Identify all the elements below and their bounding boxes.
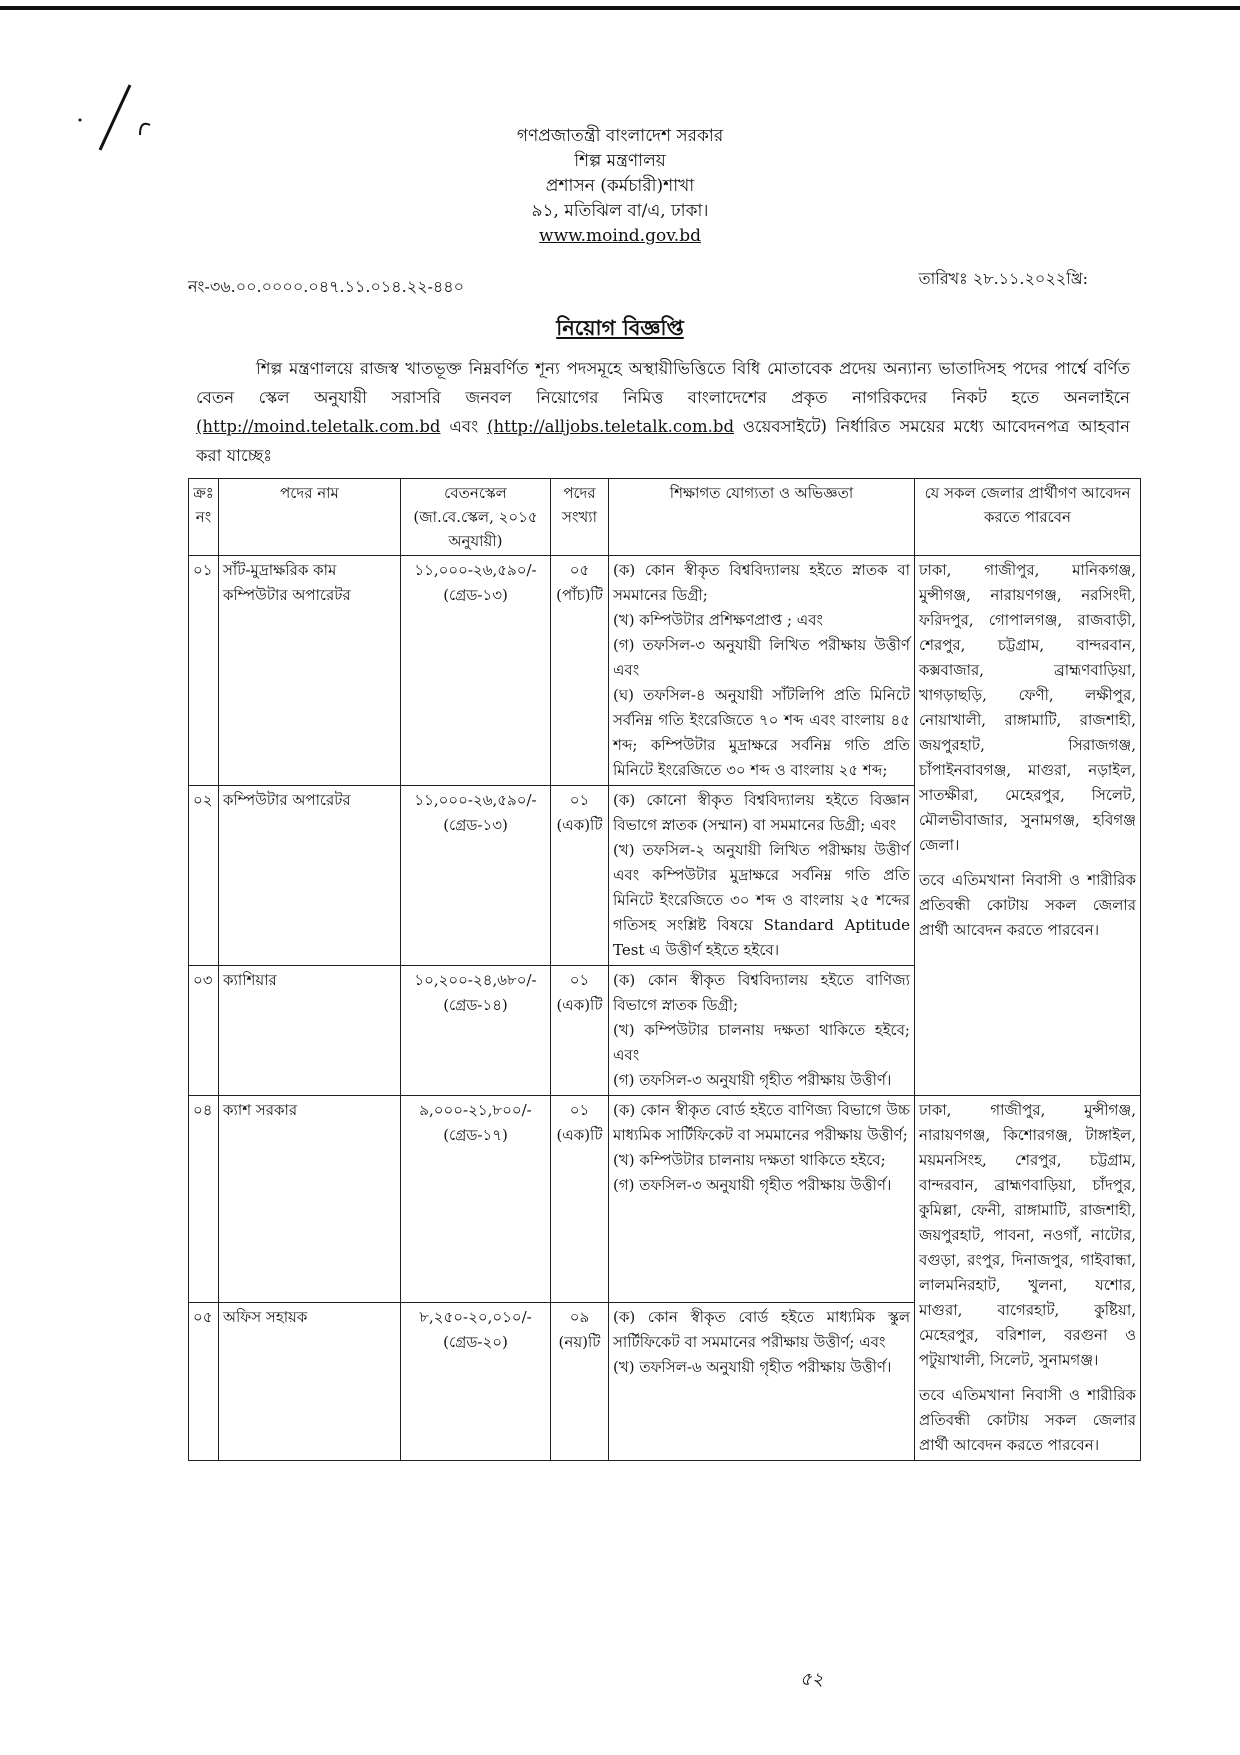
serial-cell: ০২ — [189, 786, 219, 966]
scale-cell: ১১,০০০-২৬,৫৯০/- (গ্রেড-১৩) — [401, 556, 551, 786]
scale-cell: ১১,০০০-২৬,৫৯০/- (গ্রেড-১৩) — [401, 786, 551, 966]
page-title: নিয়োগ বিজ্ঞপ্তি — [556, 315, 684, 340]
count-cell: ০৫ (পাঁচ)টি — [551, 556, 609, 786]
districts-cell: ঢাকা, গাজীপুর, মানিকগঞ্জ, মুন্সীগঞ্জ, নারায়ণগঞ্জ, নরসিংদী, ফরিদপুর, গোপালগঞ্জ, রাজবাড়ী, শেরপুর, চট্টগ্রাম, বান্দরবান, কক্সবাজার, ব্রাহ্মণবাড়িয়া, খাগড়াছড়ি, ফেণী, লক্ষীপুর, নোয়াখালী, রাঙ্গামাটি, রাজশাহী, জয়পুরহাট, সিরাজগঞ্জ, চাঁপাইনবাবগঞ্জ, মাগুরা, নড়াইল, সাতক্ষীরা, মেহেরপুর, সিলেট, মৌলভীবাজার, সুনামগঞ্জ, হবিগঞ্জ জেলা। তবে এতিমখানা নিবাসী ও শারীরিক প্রতিবন্ধী কোটায় সকল জেলার প্রার্থী আবেদন করতে পারবেন। — [915, 556, 1141, 1096]
column-header: ক্রঃ নং — [189, 479, 219, 556]
post-cell: ক্যাশিয়ার — [219, 966, 401, 1096]
handwritten-page-number: ৫২ — [800, 1669, 824, 1690]
column-header: পদের নাম — [219, 479, 401, 556]
memo-date: তারিখঃ ২৮.১১.২০২২খ্রি: — [918, 269, 1088, 288]
serial-cell: ০৪ — [189, 1096, 219, 1303]
count-cell: ০৯ (নয়)টি — [551, 1303, 609, 1461]
qualification-cell: (ক) কোন স্বীকৃত বোর্ড হইতে বাণিজ্য বিভাগে উচ্চ মাধ্যমিক সার্টিফিকেট বা সমমানের পরীক্ষায় উত্তীর্ণ; (খ) কম্পিউটার চালনায় দক্ষতা থাকিতে হইবে; (গ) তফসিল-৩ অনুযায়ী গৃহীত পরীক্ষায় উত্তীর্ণ। — [609, 1096, 915, 1303]
qualification-cell: (ক) কোন স্বীকৃত বিশ্ববিদ্যালয় হইতে স্নাতক বা সমমানের ডিগ্রী; (খ) কম্পিউটার প্রশিক্ষণপ্রাপ্ত ; এবং (গ) তফসিল-৩ অনুযায়ী লিখিত পরীক্ষায় উত্তীর্ণ এবং (ঘ) তফসিল-৪ অনুযায়ী সাঁটলিপি প্রতি মিনিটে সর্বনিম্ন গতি ইংরেজিতে ৭০ শব্দ এবং বাংলায় ৪৫ শব্দ; কম্পিউটার মুদ্রাক্ষরে সর্বনিম্ন গতি প্রতি মিনিটে ইংরেজিতে ৩০ শব্দ ও বাংলায় ২৫ শব্দ; — [609, 556, 915, 786]
qualification-cell: (ক) কোন স্বীকৃত বোর্ড হইতে মাধ্যমিক স্কুল সার্টিফিকেট বা সমমানের পরীক্ষায় উত্তীর্ণ; এবং (খ) তফসিল-৬ অনুযায়ী গৃহীত পরীক্ষায় উত্তীর্ণ। — [609, 1303, 915, 1461]
memo-number: নং-৩৬.০০.০০০০.০৪৭.১১.০১৪.২২-৪৪০ — [188, 277, 465, 296]
top-border-line — [0, 6, 1240, 10]
scale-cell: ১০,২০০-২৪,৬৮০/- (গ্রেড-১৪) — [401, 966, 551, 1096]
table-row — [189, 556, 1141, 786]
serial-cell: ০৫ — [189, 1303, 219, 1461]
serial-cell: ০৩ — [189, 966, 219, 1096]
qualification-cell: (ক) কোন স্বীকৃত বিশ্ববিদ্যালয় হইতে বাণিজ্য বিভাগে স্নাতক ডিগ্রী; (খ) কম্পিউটার চালনায় দক্ষতা থাকিতে হইবে; এবং (গ) তফসিল-৩ অনুযায়ী গৃহীত পরীক্ষায় উত্তীর্ণ। — [609, 966, 915, 1096]
intro-paragraph: শিল্প মন্ত্রণালয়ে রাজস্ব খাতভূক্ত নিম্নবর্ণিত শূন্য পদসমূহে অস্থায়ীভিত্তিতে বিধি মোতাবেক প্রদেয় অন্যান্য ভাতাদিসহ পদের পার্শ্বে বর্ণিত বেতন স্কেল অনুযায়ী সরাসরি জনবল নিয়োগের নিমিত্ত বাংলাদেশের প্রকৃত নাগরিকদের নিকট হতে অনলাইনে (http://moind.teletalk.com.bd এবং (http://alljobs.teletalk.com.bd ওয়েবসাইটে) নির্ধারিত সময়ের মধ্যে আবেদনপত্র আহবান করা যাচ্ছেঃ — [196, 359, 1131, 465]
post-cell: ক্যাশ সরকার — [219, 1096, 401, 1303]
serial-cell: ০১ — [189, 556, 219, 786]
post-cell: অফিস সহায়ক — [219, 1303, 401, 1461]
teletalk-link[interactable]: (http://moind.teletalk.com.bd — [196, 417, 441, 436]
vacancy-table — [188, 478, 1141, 1461]
table-header-row — [189, 479, 1141, 556]
column-header: পদের সংখ্যা — [551, 479, 609, 556]
column-header: শিক্ষাগত যোগ্যতা ও অভিজ্ঞতা — [609, 479, 915, 556]
column-header: যে সকল জেলার প্রার্থীগণ আবেদন করতে পারবেন — [915, 479, 1141, 556]
alljobs-link[interactable]: (http://alljobs.teletalk.com.bd — [487, 417, 735, 436]
office-address: ৯১, মতিঝিল বা/এ, ঢাকা। — [531, 201, 709, 221]
post-cell: সাঁট-মুদ্রাক্ষরিক কাম কম্পিউটার অপারেটর — [219, 556, 401, 786]
post-cell: কম্পিউটার অপারেটর — [219, 786, 401, 966]
government-name: গণপ্রজাতন্ত্রী বাংলাদেশ সরকার — [516, 126, 724, 146]
scale-cell: ৮,২৫০-২০,০১০/- (গ্রেড-২০) — [401, 1303, 551, 1461]
count-cell: ০১ (এক)টি — [551, 1096, 609, 1303]
table-row — [189, 1096, 1141, 1303]
count-cell: ০১ (এক)টি — [551, 966, 609, 1096]
scale-cell: ৯,০০০-২১,৮০০/- (গ্রেড-১৭) — [401, 1096, 551, 1303]
column-header: বেতনস্কেল (জা.বে.স্কেল, ২০১৫ অনুযায়ী) — [401, 479, 551, 556]
qualification-cell: (ক) কোনো স্বীকৃত বিশ্ববিদ্যালয় হইতে বিজ্ঞান বিভাগে স্নাতক (সম্মান) বা সমমানের ডিগ্রী; এবং (খ) তফসিল-২ অনুযায়ী লিখিত পরীক্ষায় উত্তীর্ণ এবং কম্পিউটার মুদ্রাক্ষরে সর্বনিম্ন গতি প্রতি মিনিটে ইংরেজিতে ৩০ শব্দ ও বাংলায় ২৫ শব্দের গতিসহ সংশ্লিষ্ট বিষয়ে Standard Aptitude Test এ উত্তীর্ণ হইতে হইবে। — [609, 786, 915, 966]
count-cell: ০১ (এক)টি — [551, 786, 609, 966]
districts-cell: ঢাকা, গাজীপুর, মুন্সীগঞ্জ, নারায়ণগঞ্জ, কিশোরগঞ্জ, টাঙ্গাইল, ময়মনসিংহ, শেরপুর, চট্টগ্রাম, বান্দরবান, ব্রাহ্মণবাড়িয়া, চাঁদপুর, কুমিল্লা, ফেনী, রাঙ্গামাটি, রাজশাহী, জয়পুরহাট, পাবনা, নওগাঁ, নাটোর, বগুড়া, রংপুর, দিনাজপুর, গাইবান্ধা, লালমনিরহাট, খুলনা, যশোর, মাগুরা, বাগেরহাট, কুষ্টিয়া, মেহেরপুর, বরিশাল, বরগুনা ও পটুয়াখালী, সিলেট, সুনামগঞ্জ। তবে এতিমখানা নিবাসী ও শারীরিক প্রতিবন্ধী কোটায় সকল জেলার প্রার্থী আবেদন করতে পারবেন। — [915, 1096, 1141, 1461]
website-link[interactable]: www.moind.gov.bd — [539, 226, 701, 246]
section-name: প্রশাসন (কর্মচারী)শাখা — [545, 176, 695, 196]
handwritten-mark-icon — [60, 80, 170, 170]
ministry-name: শিল্প মন্ত্রণালয় — [574, 151, 666, 171]
document-header — [420, 124, 820, 249]
